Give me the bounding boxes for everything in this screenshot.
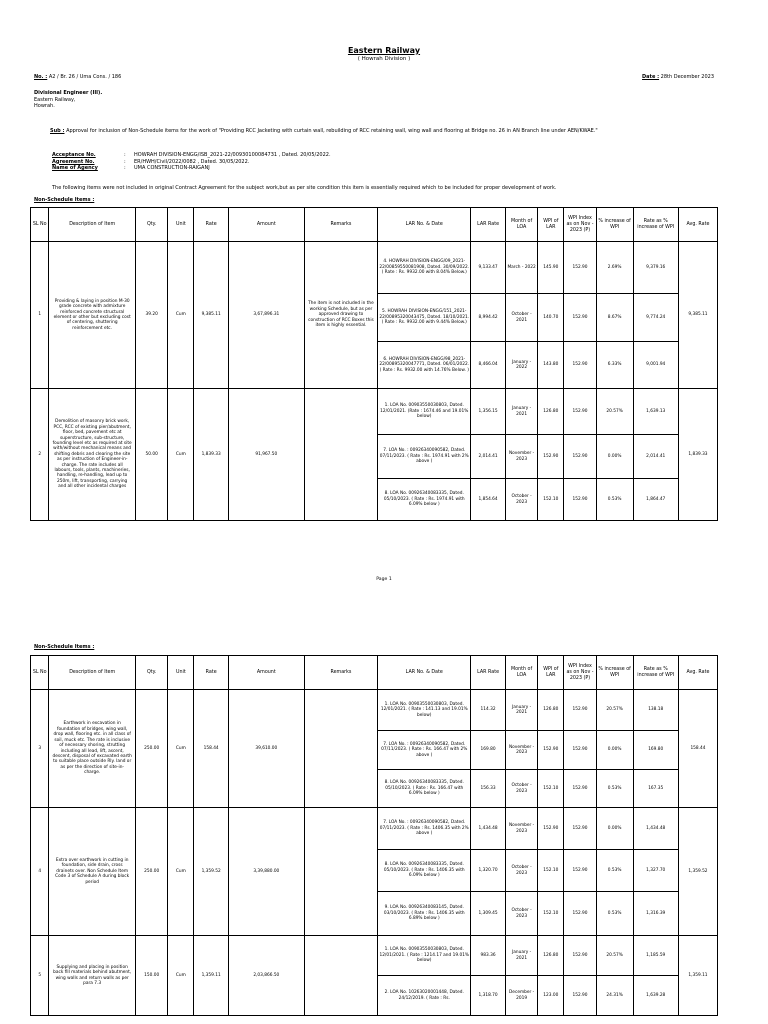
cell-lar_rate: 9,133.47 bbox=[471, 242, 506, 294]
table-header-row bbox=[31, 208, 718, 242]
cell-wpi: 152.10 bbox=[538, 850, 564, 892]
cell-amount: 2,03,866.50 bbox=[228, 936, 304, 1016]
cell-wpi_nov: 152.90 bbox=[564, 936, 596, 976]
cell-lar: 8. LOA No. 00926340083335, Dated. 05/10/2023. ( Rate : Rs. 166.47 with 6.09% below ) bbox=[378, 770, 471, 808]
cell-desc: Providing & laying in position M-30 grade concrete with admixture reinforced concrete structural element or other but excluding cost of centering, shuttering reinforcement etc. bbox=[49, 242, 136, 389]
subject-line bbox=[50, 128, 750, 135]
cell-wpi_nov: 152.90 bbox=[564, 808, 596, 850]
addressee-line: Howrah. bbox=[34, 103, 55, 109]
reference-row: Acceptance No. : HOWRAH DIVISION-ENGG/ISB_2021-22/00930100084731 , Dated. 20/05/2022. bbox=[52, 152, 331, 158]
table-row bbox=[31, 690, 718, 731]
column-header-rate: Rate bbox=[194, 656, 229, 690]
column-header-wpi-index-nov: WPI Index as on Nov - 2023 (P) bbox=[564, 208, 596, 242]
column-header-unit: Unit bbox=[168, 208, 194, 242]
cell-rate_pct: 9,379.16 bbox=[633, 242, 678, 294]
addressee-line: Eastern Railway, bbox=[34, 96, 76, 103]
reference-row: Name of Agency : UMA CONSTRUCTION-RAIGANJ bbox=[52, 165, 210, 171]
cell-wpi: 152.10 bbox=[538, 479, 564, 521]
cell-wpi: 140.70 bbox=[538, 294, 564, 342]
cell-lar: 1. LOA No. 00903550030803, Dated. 12/01/2021. ( Rate : 141.13 and 19.01% below) bbox=[378, 690, 471, 731]
letter-date-label: Date : bbox=[642, 74, 660, 80]
column-header-rate-pct-increase: Rate as % increase of WPI bbox=[633, 656, 678, 690]
cell-lar_rate: 169.80 bbox=[471, 731, 506, 770]
cell-desc: Demolition of masonry brick work, PCC, RCC of existing pier/abutment, floor, bed, pavement etc at superstructure, sub-structure, founding level etc as required at site with/without mechanical means and shifting debris and clearing the site as per instruction of Engineer-in-charge. The rate includes all labours, tools, plants, machineries, handling, re-handling, lead up to 250m, lift, transporting, carrying and all other incidental charges bbox=[49, 389, 136, 521]
cell-wpi_nov: 152.90 bbox=[564, 850, 596, 892]
column-header-lar-no-date: LAR No. & Date bbox=[378, 656, 471, 690]
cell-amount: 39,610.00 bbox=[228, 690, 304, 808]
division-subtitle: ( Howrah Division ) bbox=[357, 56, 411, 62]
cell-wpi_nov: 152.90 bbox=[564, 242, 596, 294]
cell-lar_rate: 1,318.70 bbox=[471, 976, 506, 1016]
cell-remarks bbox=[304, 389, 378, 521]
reference-row: Agreement No. : ER/HWH/Civil/2022/0082 , Dated. 30/05/2022. bbox=[52, 158, 250, 165]
cell-wpi: 143.80 bbox=[538, 342, 564, 389]
cell-rate_pct: 1,185.59 bbox=[633, 936, 678, 976]
cell-wpi: 152.90 bbox=[538, 808, 564, 850]
cell-avg: 1,359.52 bbox=[678, 808, 717, 936]
reference-label: Name of Agency bbox=[52, 165, 98, 171]
cell-desc: Earthwork in excavation in foundation of bridges, wing wall, drop wall, flooring etc. in all class of soil, muck etc. The rate is inclusive of necessary shoring, strutting including all lead, lift, ascent, descent, disposal of excavated earth to suitable place outside Rly. land or as per the direction of site-in-charge. bbox=[49, 690, 136, 808]
cell-avg: 1,359.11 bbox=[678, 936, 717, 1016]
column-header-wpi-of-lar: WPI of LAR bbox=[538, 656, 564, 690]
column-header-avg-rate: Avg. Rate bbox=[678, 208, 717, 242]
column-header-rate: Rate bbox=[194, 208, 229, 242]
cell-lar: 9. LOA No. 00926340083145, Dated. 03/10/2023. ( Rate : Rs. 1406.35 with 6.89% below ) bbox=[378, 892, 471, 936]
cell-rate_pct: 9,001.94 bbox=[633, 342, 678, 389]
column-header-amount: Amount bbox=[228, 208, 304, 242]
cell-month: October - 2021 bbox=[505, 294, 537, 342]
table-row bbox=[31, 389, 718, 435]
section-title: Non-Schedule Items : bbox=[34, 197, 95, 203]
column-header-wpi-index-nov: WPI Index as on Nov - 2023 (P) bbox=[564, 656, 596, 690]
cell-lar: 8. LOA No. 00926340083335, Dated. 05/10/2023. ( Rate : Rs. 1406.35 with 6.09% below ) bbox=[378, 850, 471, 892]
column-header-pct-increase-wpi: % increase of WPI bbox=[596, 208, 633, 242]
cell-pct: 20.57% bbox=[596, 690, 633, 731]
table-row bbox=[31, 242, 718, 294]
cell-wpi_nov: 152.90 bbox=[564, 770, 596, 808]
cell-unit: Cum bbox=[168, 242, 194, 389]
cell-unit: Cum bbox=[168, 808, 194, 936]
cell-month: October - 2023 bbox=[505, 850, 537, 892]
cell-wpi: 126.80 bbox=[538, 936, 564, 976]
cell-lar_rate: 2,014.41 bbox=[471, 435, 506, 479]
cell-wpi_nov: 152.90 bbox=[564, 479, 596, 521]
column-header-pct-increase-wpi: % increase of WPI bbox=[596, 656, 633, 690]
cell-pct: 0.53% bbox=[596, 850, 633, 892]
reference-value: HOWRAH DIVISION-ENGG/ISB_2021-22/00930100084731 , Dated. 20/05/2022. bbox=[134, 152, 331, 158]
cell-lar_rate: 156.33 bbox=[471, 770, 506, 808]
cell-pct: 0.00% bbox=[596, 808, 633, 850]
cell-wpi_nov: 152.90 bbox=[564, 731, 596, 770]
cell-month: January - 2022 bbox=[505, 342, 537, 389]
cell-avg: 1,839.33 bbox=[678, 389, 717, 521]
cell-rate_pct: 1,864.47 bbox=[633, 479, 678, 521]
cell-lar_rate: 1,320.70 bbox=[471, 850, 506, 892]
column-header-sl-no: SL No bbox=[31, 208, 49, 242]
reference-value: ER/HWH/Civil/2022/0082 , Dated. 30/05/2022. bbox=[134, 158, 250, 165]
cell-lar: 5. HOWRAH DIVISION-ENGG/151_2021-22/00895320043475, Dated. 18/10/2021. ( Rate : Rs. 9932.00 with 9.44% Below.) bbox=[378, 294, 471, 342]
table-row bbox=[31, 808, 718, 850]
reference-label: Agreement No. bbox=[52, 158, 95, 165]
cell-lar: 2. LOA No. 10263020001448, Dated. 24/12/2019. ( Rate : Rs. bbox=[378, 976, 471, 1016]
cell-rate: 158.44 bbox=[194, 690, 229, 808]
cell-rate_pct: 1,639.13 bbox=[633, 389, 678, 435]
office-title: Eastern Railway bbox=[347, 46, 421, 55]
cell-qty: 50.00 bbox=[135, 389, 167, 521]
column-header-unit: Unit bbox=[168, 656, 194, 690]
cell-lar: 1. LOA No. 00903550030803, Dated. 12/01/2021. (Rate : 1674.46 and 19.01% below) bbox=[378, 389, 471, 435]
cell-amount: 3,39,880.00 bbox=[228, 808, 304, 936]
cell-remarks bbox=[304, 936, 378, 1016]
cell-wpi_nov: 152.90 bbox=[564, 435, 596, 479]
column-header-remarks: Remarks bbox=[304, 656, 378, 690]
subject-text: Approval for inclusion of Non-Schedule items for the work of "Providing RCC Jacketing with curtain wall, rebuilding of RCC retaining wall, wing wall and flooring at Bridge no. 26 in AN Branch line under AEN/KWAE." bbox=[66, 128, 598, 134]
cell-wpi: 126.80 bbox=[538, 690, 564, 731]
cell-wpi: 123.00 bbox=[538, 976, 564, 1016]
intro-text: The following items were not included in original Contract Agreement for the subject work,but as per site condition this item is essentially required which to be included for proper development of work. bbox=[52, 185, 557, 191]
column-header-month-of-loa: Month of LOA bbox=[505, 208, 537, 242]
cell-wpi: 126.80 bbox=[538, 389, 564, 435]
cell-lar_rate: 8,466.04 bbox=[471, 342, 506, 389]
cell-sl: 3 bbox=[31, 690, 49, 808]
cell-pct: 0.00% bbox=[596, 435, 633, 479]
cell-lar_rate: 1,309.45 bbox=[471, 892, 506, 936]
cell-wpi: 145.90 bbox=[538, 242, 564, 294]
cell-qty: 250.00 bbox=[135, 808, 167, 936]
column-header-description: Description of Item bbox=[49, 208, 136, 242]
letter-number bbox=[34, 74, 121, 81]
cell-qty: 39.20 bbox=[135, 242, 167, 389]
cell-month: October - 2023 bbox=[505, 770, 537, 808]
cell-wpi: 152.90 bbox=[538, 435, 564, 479]
non-schedule-table bbox=[30, 207, 718, 521]
column-header-wpi-of-lar: WPI of LAR bbox=[538, 208, 564, 242]
cell-lar_rate: 983.36 bbox=[471, 936, 506, 976]
cell-unit: Cum bbox=[168, 936, 194, 1016]
section-title: Non-Schedule Items : bbox=[34, 644, 95, 650]
cell-pct: 20.57% bbox=[596, 936, 633, 976]
cell-wpi_nov: 152.90 bbox=[564, 892, 596, 936]
cell-sl: 4 bbox=[31, 808, 49, 936]
cell-pct: 0.53% bbox=[596, 892, 633, 936]
cell-qty: 250.00 bbox=[135, 690, 167, 808]
cell-desc: Extra over earthwork in cutting in foundation, side drain, cross drainets over. Non Schedule Item Code 3 of Schedule A during block period bbox=[49, 808, 136, 936]
cell-wpi_nov: 152.90 bbox=[564, 294, 596, 342]
cell-remarks bbox=[304, 808, 378, 936]
cell-sl: 5 bbox=[31, 936, 49, 1016]
cell-rate: 1,359.52 bbox=[194, 808, 229, 936]
letter-date-value: 28th December 2023 bbox=[660, 74, 714, 80]
page-number: Page 1 bbox=[376, 577, 392, 582]
cell-avg: 9,385.11 bbox=[678, 242, 717, 389]
cell-lar: 6. HOWRAH DIVISION-ENGG/98_2021-22/00895320047771, Dated. 06/01/2022. ( Rate : Rs. 9932.00 with 14.76% Below. ) bbox=[378, 342, 471, 389]
cell-rate_pct: 138.18 bbox=[633, 690, 678, 731]
cell-month: January - 2021 bbox=[505, 936, 537, 976]
cell-lar_rate: 1,356.15 bbox=[471, 389, 506, 435]
cell-sl: 2 bbox=[31, 389, 49, 521]
cell-lar: 1. LOA No. 00903550030803, Dated. 12/01/2021. ( Rate : 1214.17 and 19.01% below) bbox=[378, 936, 471, 976]
cell-month: November - 2023 bbox=[505, 435, 537, 479]
cell-amount: 91,967.50 bbox=[228, 389, 304, 521]
cell-avg: 158.44 bbox=[678, 690, 717, 808]
cell-lar_rate: 114.32 bbox=[471, 690, 506, 731]
cell-month: December - 2019 bbox=[505, 976, 537, 1016]
column-header-lar-rate: LAR Rate bbox=[471, 208, 506, 242]
column-header-avg-rate: Avg. Rate bbox=[678, 656, 717, 690]
cell-rate_pct: 1,434.48 bbox=[633, 808, 678, 850]
cell-sl: 1 bbox=[31, 242, 49, 389]
cell-rate_pct: 167.35 bbox=[633, 770, 678, 808]
cell-wpi: 152.90 bbox=[538, 731, 564, 770]
column-header-month-of-loa: Month of LOA bbox=[505, 656, 537, 690]
cell-lar: 8. LOA No. 00926340083335, Dated. 05/10/2023. ( Rate : Rs. 1974.91 with 6.09% below ) bbox=[378, 479, 471, 521]
letter-date bbox=[642, 74, 714, 81]
cell-desc: Supplying and placing in position back fill materials behind abutment, wing walls and return walls as per para 7.3 bbox=[49, 936, 136, 1016]
addressee-block bbox=[34, 90, 102, 110]
cell-wpi_nov: 152.90 bbox=[564, 389, 596, 435]
cell-wpi: 152.10 bbox=[538, 770, 564, 808]
cell-rate_pct: 9,774.24 bbox=[633, 294, 678, 342]
reference-label: Acceptance No. bbox=[52, 152, 96, 158]
column-header-qty: Qty. bbox=[135, 656, 167, 690]
cell-lar: 7. LOA No. : 00926340090582, Dated. 07/11/2023. ( Rate : Rs. 1974.91 with 2% above ) bbox=[378, 435, 471, 479]
cell-rate_pct: 2,014.41 bbox=[633, 435, 678, 479]
column-header-remarks: Remarks bbox=[304, 208, 378, 242]
cell-pct: 0.53% bbox=[596, 479, 633, 521]
cell-rate_pct: 1,327.70 bbox=[633, 850, 678, 892]
cell-rate: 1,839.33 bbox=[194, 389, 229, 521]
cell-rate: 1,359.11 bbox=[194, 936, 229, 1016]
letter-number-value: A2 / Br. 26 / Uma Cons. / 186 bbox=[48, 74, 122, 80]
cell-pct: 20.57% bbox=[596, 389, 633, 435]
column-header-qty: Qty. bbox=[135, 208, 167, 242]
cell-wpi_nov: 152.90 bbox=[564, 976, 596, 1016]
cell-lar: 4. HOWRAH DIVISION-ENGG/09_2021-22/00859550081908, Dated. 30/09/2022. ( Rate : Rs. 9932.00 with 8.04% Below.) bbox=[378, 242, 471, 294]
cell-rate_pct: 1,316.39 bbox=[633, 892, 678, 936]
cell-unit: Cum bbox=[168, 389, 194, 521]
cell-month: October - 2023 bbox=[505, 479, 537, 521]
column-header-rate-pct-increase: Rate as % increase of WPI bbox=[633, 208, 678, 242]
cell-pct: 8.67% bbox=[596, 294, 633, 342]
cell-unit: Cum bbox=[168, 690, 194, 808]
cell-month: January - 2021 bbox=[505, 690, 537, 731]
column-header-amount: Amount bbox=[228, 656, 304, 690]
addressee-line: Divisional Engineer (III). bbox=[34, 90, 103, 96]
table-row bbox=[31, 936, 718, 976]
cell-lar: 7. LOA No. : 00926340090582, Dated. 07/11/2023. ( Rate : Rs. 1406.35 with 2% above ) bbox=[378, 808, 471, 850]
column-header-description: Description of Item bbox=[49, 656, 136, 690]
cell-rate_pct: 1,639.28 bbox=[633, 976, 678, 1016]
cell-wpi_nov: 152.90 bbox=[564, 342, 596, 389]
cell-month: November - 2023 bbox=[505, 808, 537, 850]
cell-month: October - 2023 bbox=[505, 892, 537, 936]
cell-wpi: 152.10 bbox=[538, 892, 564, 936]
column-header-lar-rate: LAR Rate bbox=[471, 656, 506, 690]
cell-rate: 9,385.11 bbox=[194, 242, 229, 389]
cell-amount: 3,67,896.31 bbox=[228, 242, 304, 389]
cell-pct: 0.00% bbox=[596, 731, 633, 770]
cell-pct: 2.69% bbox=[596, 242, 633, 294]
cell-remarks: The item is not included in the working Schedule, but as per approved drawing to construction of RCC Boxes this item is highly essential. bbox=[304, 242, 378, 389]
reference-fields bbox=[52, 152, 712, 172]
cell-rate_pct: 169.80 bbox=[633, 731, 678, 770]
cell-month: January - 2021 bbox=[505, 389, 537, 435]
cell-pct: 0.53% bbox=[596, 770, 633, 808]
column-header-lar-no-date: LAR No. & Date bbox=[378, 208, 471, 242]
cell-remarks bbox=[304, 690, 378, 808]
cell-wpi_nov: 152.90 bbox=[564, 690, 596, 731]
cell-lar_rate: 1,854.64 bbox=[471, 479, 506, 521]
subject-label: Sub : bbox=[50, 128, 65, 134]
letter-number-label: No. : bbox=[34, 74, 48, 80]
cell-pct: 24.31% bbox=[596, 976, 633, 1016]
cell-month: March - 2022 bbox=[505, 242, 537, 294]
reference-value: UMA CONSTRUCTION-RAIGANJ bbox=[134, 165, 210, 171]
cell-month: November - 2023 bbox=[505, 731, 537, 770]
non-schedule-table bbox=[30, 655, 718, 1016]
cell-pct: 6.33% bbox=[596, 342, 633, 389]
column-header-sl-no: SL No bbox=[31, 656, 49, 690]
cell-lar_rate: 1,434.48 bbox=[471, 808, 506, 850]
table-header-row bbox=[31, 656, 718, 690]
cell-qty: 150.00 bbox=[135, 936, 167, 1016]
cell-lar: 7. LOA No. : 00926340090582, Dated. 07/11/2023. ( Rate : Rs. 166.47 with 2% above ) bbox=[378, 731, 471, 770]
cell-lar_rate: 8,994.42 bbox=[471, 294, 506, 342]
